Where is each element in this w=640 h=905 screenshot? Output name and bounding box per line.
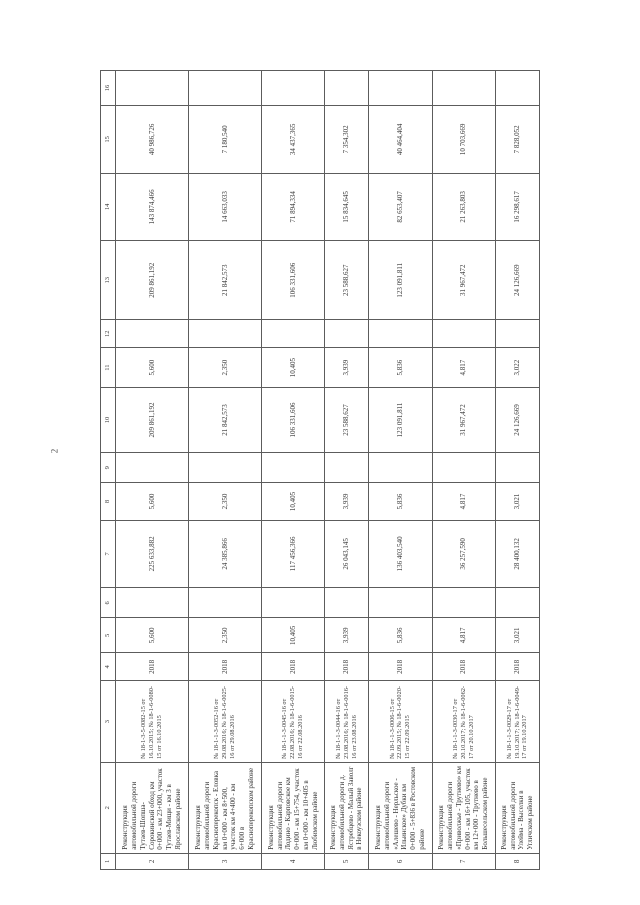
cell-c15: 34 437,365 <box>261 106 324 174</box>
cell-doc: № 18-1-1-3-0030-17 от 20.10.2017; № 18-1-6-0062-17 от 20.10.2017 <box>432 681 495 763</box>
cell-doc: № 18-1-1-3-0044-16 от 23.08.2016; № 18-1-6-0016-16 от 23.08.2016 <box>325 681 369 763</box>
cell-c12 <box>495 320 539 348</box>
cell-name: Реконструкция автомобильной дороги Лодино - Карповское км 0+000 - км 15+754, участок км 0+000 - км 10+405 в Любимском районе <box>261 762 324 853</box>
table-row <box>116 71 189 870</box>
cell-c11: 3,022 <box>495 348 539 388</box>
cell-c16 <box>325 71 369 106</box>
cell-c13: 23 588,627 <box>325 241 369 320</box>
column-header-16: 16 <box>101 71 116 106</box>
cell-year: 2018 <box>116 653 189 681</box>
cell-c9 <box>495 453 539 483</box>
cell-n: 5 <box>325 853 369 869</box>
cell-c5: 3,021 <box>495 618 539 653</box>
cell-name: Реконструкция автомобильной дороги д. Ястребцево - Малый Заволг в Некоузском районе <box>325 762 369 853</box>
cell-c11: 5,600 <box>116 348 189 388</box>
cell-c5: 3,939 <box>325 618 369 653</box>
cell-c12 <box>116 320 189 348</box>
cell-c13: 106 331,606 <box>261 241 324 320</box>
cell-c10: 106 331,606 <box>261 387 324 452</box>
cell-c10: 123 091,811 <box>369 387 432 452</box>
table-row <box>188 71 261 870</box>
cell-name: Реконструкция автомобильной дороги Улейма - Выселки в Угличском районе <box>495 762 539 853</box>
cell-c5: 5,836 <box>369 618 432 653</box>
column-header-11: 11 <box>101 348 116 388</box>
cell-c13: 21 842,573 <box>188 241 261 320</box>
cell-c7: 26 043,145 <box>325 520 369 588</box>
cell-c16 <box>261 71 324 106</box>
cell-c13: 24 126,669 <box>495 241 539 320</box>
column-header-4: 4 <box>101 653 116 681</box>
cell-c8: 4,817 <box>432 483 495 520</box>
cell-c13: 209 861,192 <box>116 241 189 320</box>
cell-doc: № 18-1-1-3-0029-17 от 19.10.2017; № 18-1-6-0049-17 от 19.10.2017 <box>495 681 539 763</box>
column-header-8: 8 <box>101 483 116 520</box>
cell-c16 <box>188 71 261 106</box>
cell-c16 <box>432 71 495 106</box>
header-row <box>101 71 116 870</box>
cell-n: 7 <box>432 853 495 869</box>
column-header-5: 5 <box>101 618 116 653</box>
cell-c16 <box>116 71 189 106</box>
cell-name: Реконструкция автомобильной дороги «Алешево - Нерльское - Ильинское» Дубки км 0+000 - 5+836 в Ростовском районе <box>369 762 432 853</box>
cell-c14: 143 874,466 <box>116 173 189 241</box>
column-header-1: 1 <box>101 853 116 869</box>
cell-c9 <box>188 453 261 483</box>
column-header-15: 15 <box>101 106 116 174</box>
cell-c15: 40 464,404 <box>369 106 432 174</box>
cell-c6 <box>432 588 495 618</box>
cell-n: 4 <box>261 853 324 869</box>
cell-year: 2018 <box>325 653 369 681</box>
cell-c14: 15 834,645 <box>325 173 369 241</box>
cell-c9 <box>325 453 369 483</box>
column-header-12: 12 <box>101 320 116 348</box>
cell-c15: 10 703,669 <box>432 106 495 174</box>
cell-c5: 2,350 <box>188 618 261 653</box>
cell-c15: 7 828,052 <box>495 106 539 174</box>
cell-c5: 10,405 <box>261 618 324 653</box>
cell-c11: 10,405 <box>261 348 324 388</box>
cell-c5: 4,817 <box>432 618 495 653</box>
cell-c5: 5,600 <box>116 618 189 653</box>
cell-c12 <box>369 320 432 348</box>
cell-c8: 5,836 <box>369 483 432 520</box>
cell-year: 2018 <box>188 653 261 681</box>
cell-c10: 21 842,573 <box>188 387 261 452</box>
column-header-6: 6 <box>101 588 116 618</box>
cell-c8: 5,600 <box>116 483 189 520</box>
cell-c16 <box>495 71 539 106</box>
cell-n: 6 <box>369 853 432 869</box>
cell-c14: 21 263,803 <box>432 173 495 241</box>
rotated-table-container <box>100 70 540 870</box>
cell-c14: 71 894,334 <box>261 173 324 241</box>
cell-c7: 28 400,132 <box>495 520 539 588</box>
cell-name: Реконструкция автомобильной дороги Тутаев-Шопша-Сорокинский обход км 0+000 - км 23+000, участок Тутаев-Мищи - км 3 в Ярославском районе <box>116 762 189 853</box>
cell-c6 <box>325 588 369 618</box>
cell-name: Реконструкция автомобильной дороги Красноперекопск - Еловка км 0+000 - км 8+500, участок км 4+400 - км 6+000 в Красноперекопском районе <box>188 762 261 853</box>
cell-c6 <box>261 588 324 618</box>
cell-c10: 209 861,192 <box>116 387 189 452</box>
cell-c6 <box>495 588 539 618</box>
cell-c11: 3,939 <box>325 348 369 388</box>
cell-c7: 225 633,882 <box>116 520 189 588</box>
cell-c8: 2,350 <box>188 483 261 520</box>
table-row <box>369 71 432 870</box>
cell-name: Реконструкция автомобильной дороги «Приволжье - Трутнево» км 0+000 - км 16+105, участок км 12+000 - Трутнево в Большесельском районе <box>432 762 495 853</box>
cell-n: 8 <box>495 853 539 869</box>
cell-c8: 3,021 <box>495 483 539 520</box>
cell-c14: 82 653,407 <box>369 173 432 241</box>
cell-c14: 16 298,617 <box>495 173 539 241</box>
cell-c12 <box>325 320 369 348</box>
cell-c12 <box>261 320 324 348</box>
cell-c15: 40 986,726 <box>116 106 189 174</box>
cell-n: 2 <box>116 853 189 869</box>
table-frame <box>100 70 540 870</box>
cell-year: 2018 <box>432 653 495 681</box>
cell-c14: 14 663,033 <box>188 173 261 241</box>
cell-c7: 136 403,540 <box>369 520 432 588</box>
column-header-2: 2 <box>101 762 116 853</box>
cell-c9 <box>261 453 324 483</box>
cell-c6 <box>188 588 261 618</box>
cell-c10: 23 588,627 <box>325 387 369 452</box>
cell-c9 <box>116 453 189 483</box>
cell-c11: 5,836 <box>369 348 432 388</box>
cell-c13: 31 967,472 <box>432 241 495 320</box>
column-header-3: 3 <box>101 681 116 763</box>
cell-doc: № 18-1-1-3-0006-15 от 22.09.2015; № 18-1-6-0020-15 от 22.09.2015 <box>369 681 432 763</box>
cell-year: 2018 <box>369 653 432 681</box>
cell-c11: 2,350 <box>188 348 261 388</box>
reconstruction-table <box>100 70 540 870</box>
cell-year: 2018 <box>495 653 539 681</box>
cell-c9 <box>369 453 432 483</box>
cell-n: 3 <box>188 853 261 869</box>
cell-doc: № 18-1-1-3-0052-16 от 29.08.2016; № 18-1-6-0025-16 от 29.08.2016 <box>188 681 261 763</box>
column-header-7: 7 <box>101 520 116 588</box>
cell-c8: 10,405 <box>261 483 324 520</box>
cell-c8: 3,939 <box>325 483 369 520</box>
cell-c7: 117 456,366 <box>261 520 324 588</box>
cell-c16 <box>369 71 432 106</box>
table-body <box>116 71 540 870</box>
cell-c11: 4,817 <box>432 348 495 388</box>
cell-c12 <box>432 320 495 348</box>
column-header-9: 9 <box>101 453 116 483</box>
cell-doc: № 18-1-1-3-0045-16 от 22.08.2016; № 18-1-6-0015-16 от 22.08.2016 <box>261 681 324 763</box>
cell-c6 <box>116 588 189 618</box>
table-row <box>432 71 495 870</box>
cell-c9 <box>432 453 495 483</box>
cell-c15: 7 180,540 <box>188 106 261 174</box>
cell-c13: 123 091,811 <box>369 241 432 320</box>
cell-c12 <box>188 320 261 348</box>
cell-doc: № 18-1-3-5-0082-15 от 16.10.2015; № 18-1-6-0080-15 от 16.10.2015 <box>116 681 189 763</box>
column-header-14: 14 <box>101 173 116 241</box>
cell-c6 <box>369 588 432 618</box>
cell-year: 2018 <box>261 653 324 681</box>
cell-c10: 31 967,472 <box>432 387 495 452</box>
column-header-13: 13 <box>101 241 116 320</box>
cell-c10: 24 126,669 <box>495 387 539 452</box>
cell-c15: 7 354,302 <box>325 106 369 174</box>
table-row <box>495 71 539 870</box>
cell-c7: 36 257,590 <box>432 520 495 588</box>
table-row <box>261 71 324 870</box>
table-row <box>325 71 369 870</box>
cell-c7: 24 385,866 <box>188 520 261 588</box>
page-number: 2 <box>49 448 60 454</box>
column-header-10: 10 <box>101 387 116 452</box>
